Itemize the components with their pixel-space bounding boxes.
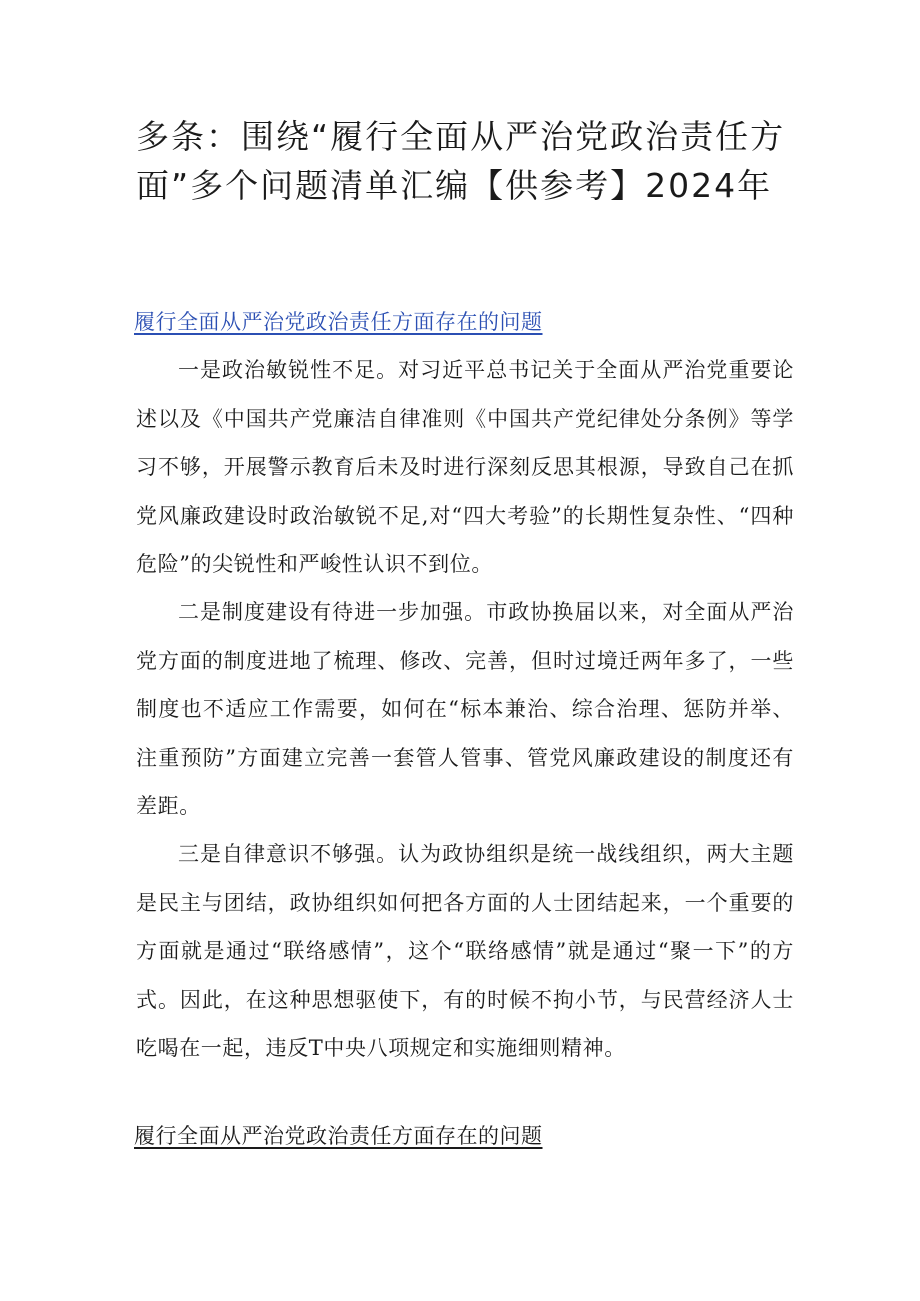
paragraph-1: 一是政治敏锐性不足。对习近平总书记关于全面从严治党重要论述以及《中国共产党廉洁自律准则《中国共产党纪律处分条例》等学习不够，开展警示教育后未及时进行深刻反思其根源，导致自己在抓党风廉政建设时政治敏锐不足,对“四大考验”的长期性复杂性、“四种危险”的尖锐性和严峻性认识不到位。 [136, 358, 794, 577]
paragraph-3: 三是自律意识不够强。认为政协组织是统一战线组织，两大主题是民主与团结，政协组织如何把各方面的人士团结起来，一个重要的方面就是通过“联络感情”，这个“联络感情”就是通过“聚一下”的方式。因此，在这种思想驱使下，有的时候不拘小节，与民营经济人士吃喝在一起，违反T中央八项规定和实施细则精神。 [136, 842, 794, 1061]
section-heading-link-2[interactable]: 履行全面从严治党政治责任方面存在的问题 [134, 1124, 543, 1148]
paragraph-2: 二是制度建设有待进一步加强。市政协换届以来，对全面从严治党方面的制度进地了梳理、修改、完善，但时过境迁两年多了，一些制度也不适应工作需要，如何在“标本兼治、综合治理、惩防并举、注重预防”方面建立完善一套管人管事、管党风廉政建设的制度还有差距。 [136, 600, 794, 819]
section-heading-link-1[interactable]: 履行全面从严治党政治责任方面存在的问题 [134, 310, 543, 334]
document-title: 多条：围绕“履行全面从严治党政治责任方面”多个问题清单汇编【供参考】2024年 [136, 117, 786, 205]
